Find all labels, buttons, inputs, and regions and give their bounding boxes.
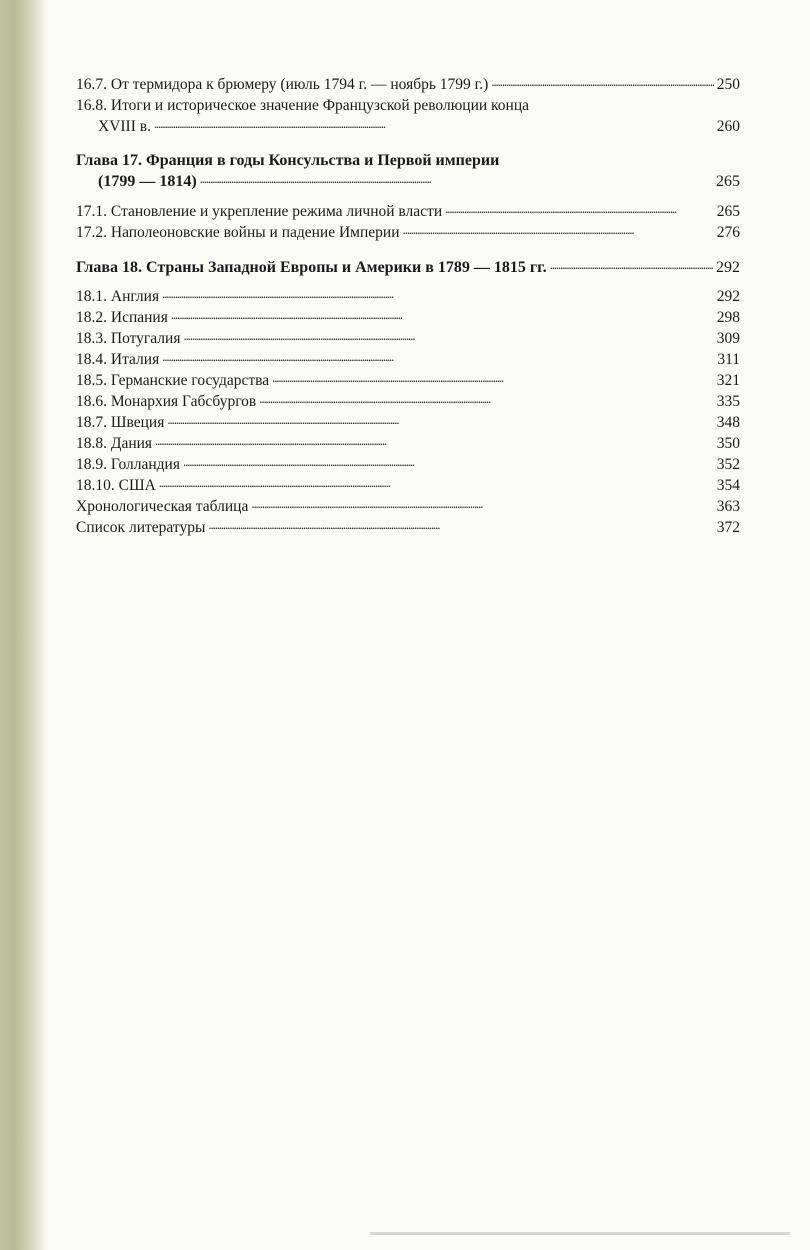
toc-page-number: 348 [716, 414, 740, 431]
toc-leader-dots [159, 476, 714, 490]
toc-entry-16-8-line2[interactable] [76, 116, 740, 137]
toc-leader-dots [272, 371, 714, 385]
toc-chapter-17-line2[interactable] [76, 171, 740, 192]
toc-entry-title-continued: XVIII в. [98, 118, 151, 135]
toc-entry-chronology[interactable] [76, 496, 740, 517]
toc-page-number: 372 [716, 519, 740, 536]
toc-entry-title: 18.8. Дания [76, 435, 153, 452]
toc-page-number: 265 [716, 173, 740, 190]
toc-entry-title: 18.10. США [76, 477, 156, 494]
toc-chapter-18[interactable] [76, 257, 740, 278]
toc-page-number: 363 [716, 498, 740, 515]
toc-leader-dots [154, 117, 714, 131]
toc-entry-title: 16.7. От термидора к брюмеру (июль 1794 г. — ноябрь 1799 г.) [76, 76, 489, 93]
toc-entry-16-7[interactable] [76, 74, 740, 95]
toc-page-number: 298 [716, 309, 740, 326]
toc-entry-title: Список литературы [76, 519, 206, 536]
toc-entry-title: 18.5. Германские государства [76, 372, 270, 389]
toc-chapter-title: Глава 17. Франция в годы Консульства и Первой империи [76, 152, 500, 169]
toc-entry-18-7[interactable] [76, 412, 740, 433]
toc-page-number: 335 [716, 393, 740, 410]
toc-page-number: 292 [716, 259, 740, 276]
toc-leader-dots [162, 287, 714, 301]
toc-entry-title: Хронологическая таблица [76, 498, 249, 515]
toc-entry-title: 18.4. Италия [76, 351, 160, 368]
toc-leader-dots [251, 497, 713, 511]
toc-leader-dots [171, 308, 714, 322]
toc-entry-18-1[interactable] [76, 286, 740, 307]
toc-leader-dots [183, 329, 713, 343]
toc-leader-dots [445, 202, 714, 216]
toc-entry-16-8-line1[interactable] [76, 95, 740, 116]
toc-entry-title: 18.2. Испания [76, 309, 168, 326]
toc-page-number: 354 [716, 477, 740, 494]
toc-chapter-title: Глава 18. Страны Западной Европы и Америки в 1789 — 1815 гг. [76, 259, 547, 276]
toc-chapter-17-line1[interactable] [76, 150, 740, 171]
toc-leader-dots [167, 413, 713, 427]
toc-page-number: 276 [716, 224, 740, 241]
toc-page-number: 350 [716, 435, 740, 452]
page-bottom-rule [370, 1232, 790, 1235]
toc-leader-dots [550, 258, 713, 272]
toc-entry-18-5[interactable] [76, 370, 740, 391]
toc-entry-title: 18.7. Швеция [76, 414, 165, 431]
toc-entry-title: 18.3. Потугалия [76, 330, 181, 347]
toc-entry-title: 16.8. Итоги и историческое значение Французской революции конца [76, 97, 530, 114]
toc-page-number: 260 [716, 118, 740, 135]
toc-entry-18-4[interactable] [76, 349, 740, 370]
toc-leader-dots [491, 75, 713, 89]
toc-chapter-title-continued: (1799 — 1814) [98, 173, 197, 190]
toc-entry-18-3[interactable] [76, 328, 740, 349]
toc-entry-title: 17.2. Наполеоновские войны и падение Империи [76, 224, 400, 241]
toc-entry-title: 18.6. Монархия Габсбургов [76, 393, 257, 410]
toc-entry-18-9[interactable] [76, 454, 740, 475]
toc-page-number: 321 [716, 372, 740, 389]
toc-entry-17-2[interactable] [76, 222, 740, 243]
toc-page-number: 352 [716, 456, 740, 473]
toc-entry-title: 18.9. Голландия [76, 456, 180, 473]
toc-leader-dots [183, 455, 714, 469]
toc-leader-dots [403, 223, 714, 237]
toc-page-number: 292 [716, 288, 740, 305]
toc-leader-dots [200, 172, 713, 186]
toc-entry-18-6[interactable] [76, 391, 740, 412]
toc-entry-18-10[interactable] [76, 475, 740, 496]
toc-page-number: 309 [716, 330, 740, 347]
toc-entry-18-2[interactable] [76, 307, 740, 328]
toc-page-number: 311 [717, 351, 740, 368]
toc-entry-17-1[interactable] [76, 201, 740, 222]
toc-leader-dots [162, 350, 714, 364]
toc-leader-dots [208, 518, 713, 532]
page-binding-edge [0, 0, 46, 1250]
toc-leader-dots [155, 434, 714, 448]
toc-entry-title: 17.1. Становление и укрепление режима личной власти [76, 203, 443, 220]
toc-entry-bibliography[interactable] [76, 517, 740, 538]
toc-entry-title: 18.1. Англия [76, 288, 160, 305]
toc-page-number: 265 [716, 203, 740, 220]
toc-leader-dots [259, 392, 714, 406]
toc-entry-18-8[interactable] [76, 433, 740, 454]
toc-page-number: 250 [716, 76, 740, 93]
table-of-contents [76, 74, 740, 538]
